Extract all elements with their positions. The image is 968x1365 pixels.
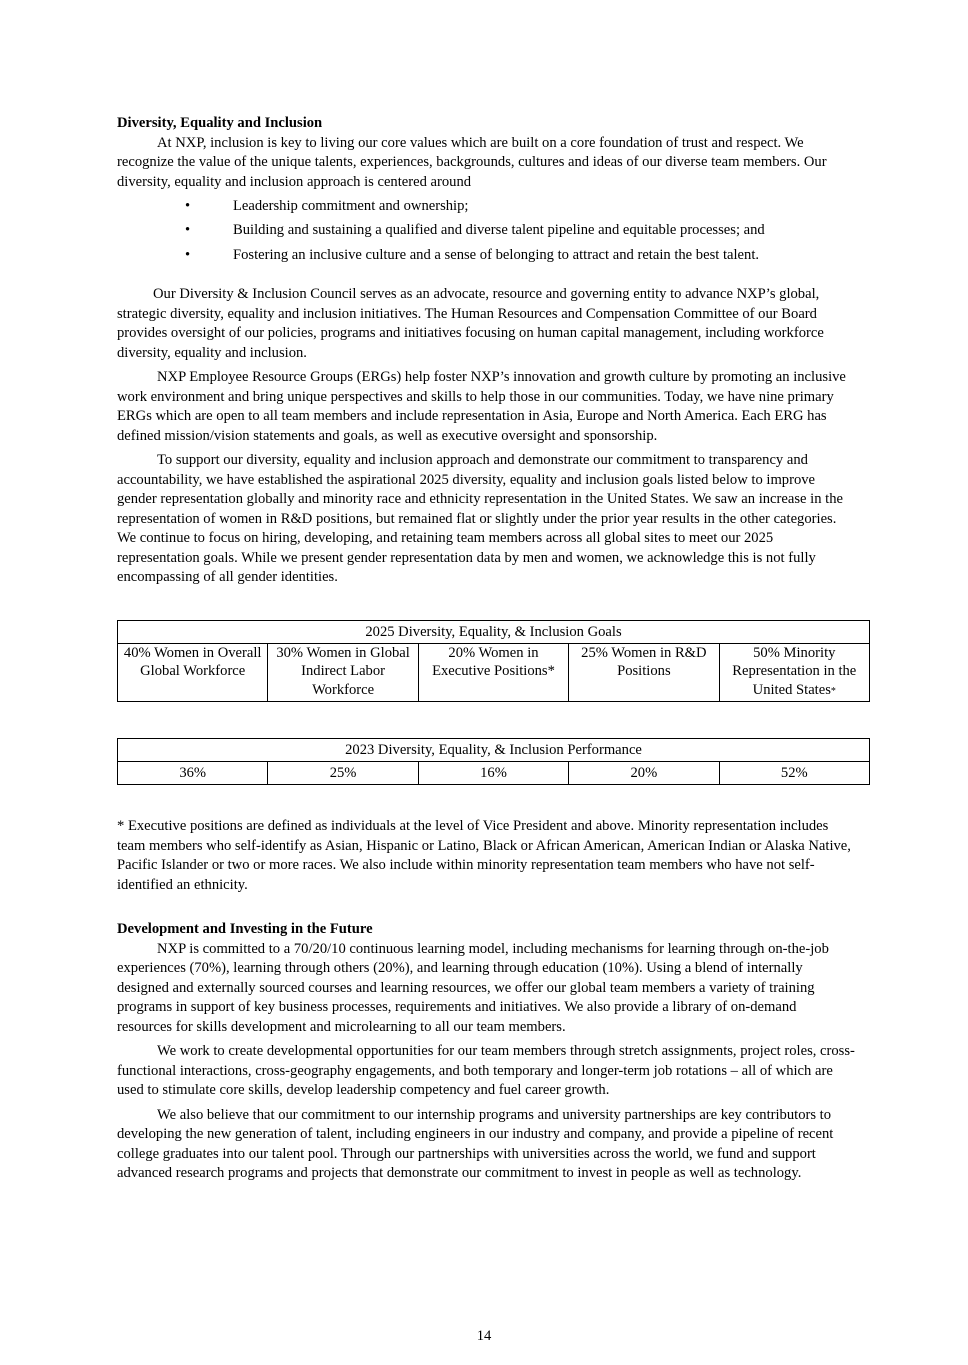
performance-cell: 52% [719, 762, 869, 785]
list-item: • Fostering an inclusive culture and a sense of belonging to attract and retain the best talent. [117, 246, 855, 266]
bullet-icon: • [185, 198, 191, 214]
document-page [117, 114, 855, 1189]
section-heading-development: Development and Investing in the Future [117, 921, 373, 938]
page-number: 14 [476, 1328, 492, 1344]
paragraph-intro: At NXP, inclusion is key to living our core values which are built on a core foundation of trust and respect. We recognize the value of the unique talents, experiences, backgrounds, cultures and ideas of our diverse team members. Our diversity, equality and inclusion approach is centered around [117, 134, 827, 190]
paragraph-learning: NXP is committed to a 70/20/10 continuous learning model, including mechanisms for learning through on-the-job experiences (70%), learning through others (20%), and learning through education (10%). Using a blend of internally designed and externally sourced courses and learning resources, we offer our global team members a variety of training programs in support of key business processes, requirements and initiatives. We also provide a library of on-demand resources for skills development and microlearning to all our team members. [117, 940, 829, 1035]
performance-cell: 36% [118, 762, 268, 785]
paragraph-partnerships: We also believe that our commitment to our internship programs and university partnerships are key contributors to developing the new generation of talent, including engineers in our industry and company, and provide a pipeline of recent college graduates into our talent pool. Through our partnerships with universities across the world, we fund and support advanced research programs and projects that demonstrate our commitment to invest in people as well as technology. [117, 1106, 834, 1182]
bullet-list [117, 197, 855, 265]
goal-cell: 20% Women in Executive Positions* [418, 643, 568, 702]
bullet-icon: • [185, 246, 191, 263]
performance-table [117, 738, 870, 785]
goal-cell: 25% Women in R&D Positions [569, 643, 719, 702]
goal-cell: 50% Minority Representation in the United States* [719, 643, 869, 702]
performance-cell: 20% [569, 762, 719, 785]
section-heading-dei: Diversity, Equality and Inclusion [117, 115, 323, 131]
goal-cell: 40% Women in Overall Global Workforce [118, 643, 268, 702]
paragraph-council: Our Diversity & Inclusion Council serves as an advocate, resource and governing entity to advance NXP’s global, strategic diversity, equality and inclusion initiatives. The Human Resources and Compensation Committee of our Board provides oversight of our policies, programs and initiatives focusing on human capital management, including workforce diversity, equality and inclusion. [117, 286, 824, 361]
list-item: • Leadership commitment and ownership; [117, 197, 855, 217]
paragraph-goals: To support our diversity, equality and inclusion approach and demonstrate our commitment to transparency and accountability, we have established the aspirational 2025 diversity, equality and inclusion goals listed below to improve gender representation globally and minority race and ethnicity representation in the United States. We saw an increase in the representation of women in R&D positions, but remained flat or slightly under the prior year results in the other categories. We continue to focus on hiring, developing, and retaining team members across all global sites to meet our 2025 representation goals. While we present gender representation data by men and women, we acknowledge this is not fully encompassing of all gender identities. [117, 452, 843, 586]
bullet-icon: • [185, 222, 191, 239]
goal-cell: 30% Women in Global Indirect Labor Workforce [268, 643, 418, 702]
list-item: • Building and sustaining a qualified and diverse talent pipeline and equitable processes; and [117, 221, 855, 241]
footnote: * Executive positions are defined as individuals at the level of Vice President and above. Minority representation includes team members who self-identify as Asian, Hispanic or Latino, Black or African American, American Indian or Alaska Native, Pacific Islander or two or more races. We also include within minority representation team members who have not self-identified an ethnicity. [117, 818, 851, 893]
footnote-mark: * [830, 685, 836, 697]
performance-cell: 25% [268, 762, 418, 785]
paragraph-opportunities: We work to create developmental opportunities for our team members through stretch assignments, project roles, cross-functional interactions, cross-geography engagements, and both temporary and longer-term job rotations – all of which are used to stimulate core skills, develop leadership competency and fuel career growth. [117, 1043, 855, 1099]
performance-table-title: 2023 Diversity, Equality, & Inclusion Performance [118, 739, 870, 762]
goals-table-title: 2025 Diversity, Equality, & Inclusion Goals [118, 620, 870, 643]
goals-table [117, 620, 870, 703]
paragraph-ergs: NXP Employee Resource Groups (ERGs) help foster NXP’s innovation and growth culture by promoting an inclusive work environment and bring unique perspectives and skills to help those in our communities. Today, we have nine primary ERGs which are open to all team members and include representation in Asia, Europe and North America. Each ERG has defined mission/vision statements and goals, as well as executive oversight and sponsorship. [117, 369, 846, 444]
performance-cell: 16% [418, 762, 568, 785]
